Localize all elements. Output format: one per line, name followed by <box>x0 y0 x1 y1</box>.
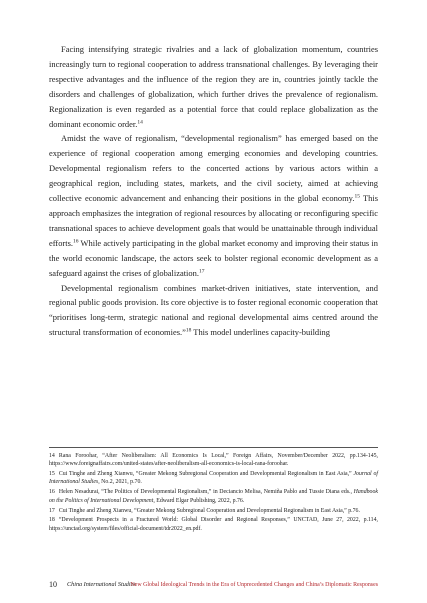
footnote-ref-15[interactable]: 15 <box>354 193 360 200</box>
page-footer <box>49 580 378 590</box>
footnote-18 <box>49 516 378 533</box>
footnote-ref-14[interactable]: 14 <box>137 119 143 126</box>
footnote-17 <box>49 507 378 515</box>
footnote-number: 18 <box>49 517 55 524</box>
main-text <box>49 42 378 340</box>
footnote-divider <box>49 447 378 448</box>
footnote-number: 16 <box>49 489 55 496</box>
footnote-number: 14 <box>49 453 55 459</box>
footnote-number: 15 <box>49 471 55 478</box>
footnote-ref-17[interactable]: 17 <box>198 268 205 275</box>
journal-title: Journal of International Studies <box>49 471 379 486</box>
book-title: Handbook on the Politics of International Development <box>49 489 378 504</box>
footnote-number: 17 <box>49 507 55 514</box>
running-head: New Global Ideological Trends in the Era of Unprecedented Changes and China’s Diplomatic Responses <box>130 582 378 588</box>
footnote-text: Rana Foroohar, “After Neoliberalism: All Economics Is Local,” Foreign Affairs, November/December 2022, pp.134-145, https://www.foreignaffairs.com/united-states/after-neoliberalism-all-economics-is-local-rana-foroohar. <box>49 453 378 468</box>
page-number: 10 <box>49 580 57 589</box>
footnote-ref-18[interactable]: 18 <box>185 327 192 334</box>
paragraph-3: Developmental regionalism combines market-driven initiatives, state intervention, and regional public goods provision. Its core objective is to foster regional economic cooperation that “prioritises long-term, strategic national and regional developmental aims centred around the structural transformation of economies.”$^{18}$ This model underlines capacity-building <box>49 282 378 338</box>
journal-name: China International Studies <box>67 581 136 588</box>
footnote-ref-16[interactable]: 16 <box>72 238 79 245</box>
paragraph-2: Amidst the wave of regionalism, “developmental regionalism” has emerged based on the experience of regional cooperation among emerging economies and developing countries. Developmental regionalism refers to the concerted actions by various actors within a geographical region, including states, markets, and the civil society, aimed at achieving collective economic advancement and enhancing their positions in the global economy.$^{15}$ This approach emphasizes the integration of regional resources by allocating or reconfiguring specific transnational spaces to achieve development goals that would be unattainable through individual efforts.$^{16}$ While actively participating in the global market economy and improving their status in the world economic landscape, the actors seek to bolster regional economic development as a safeguard against the crises of globalization.$^{17}$ <box>49 133 378 278</box>
footnote-16: 16 Helen Nesadurai, “The Politics of Developmental Regionalism,” in Deciancio Melisa, Nemiña Pablo and Tussie Diana eds., Handbook on the Politics of International Development, Edward Elgar Publishing, 2022, p.76. <box>49 489 378 504</box>
footnote-15: 15 Cui Tinghe and Zheng Xianwu, “Greater Mekong Subregional Cooperation and Developmental Regionalism in East Asia,” Journal of International Studies, No.2, 2021, p.70. <box>49 471 379 486</box>
paragraph-1: Facing intensifying strategic rivalries and a lack of globalization momentum, countries increasingly turn to regional cooperation to address transnational challenges. By leveraging their respective advantages and the influence of the region they are in, countries jointly tackle the disorders and challenges of globalization, which further drives the prevalence of regionalism. Regionalization is even regarded as a potential force that could replace globalization as the dominant economic order.$^{14}$ <box>49 44 378 129</box>
footnote-14 <box>49 452 378 469</box>
footnote-text: Cui Tinghe and Zheng Xianwu, “Greater Mekong Subregional Cooperation and Developmental Regionalism in East Asia,” p.76. <box>58 507 360 514</box>
footnote-text: “Development Prospects in a Fractured World: Global Disorder and Regional Responses,” UNCTAD, June 27, 2022, p.114, https://unctad.org/system/files/official-document/tdr2022_en.pdf. <box>49 517 378 532</box>
footnotes <box>49 452 378 535</box>
